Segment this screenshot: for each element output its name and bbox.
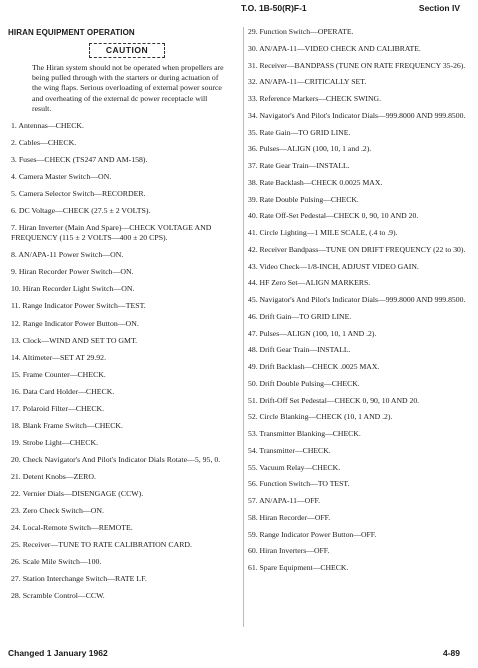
page-header: [0, 3, 478, 17]
checklist-left: [8, 121, 238, 601]
item-number: 20.: [11, 454, 21, 464]
checklist-right: [248, 27, 470, 573]
item-text: Station Interchange Switch—RATE LF.: [22, 574, 147, 584]
item-text: Drift Double Pulsing—CHECK.: [259, 378, 360, 388]
item-number: 8.: [11, 250, 17, 260]
item-number: 11.: [11, 301, 21, 311]
item-text: Drift Gain—TO GRID LINE.: [259, 311, 352, 321]
checklist-item: [8, 472, 238, 482]
item-number: 44.: [248, 278, 258, 288]
item-text: Rate Gear Train—INSTALL.: [259, 161, 350, 170]
checklist-item: [8, 172, 238, 182]
checklist-item: [8, 189, 238, 199]
checklist-item: [8, 353, 238, 363]
item-number: 9.: [11, 267, 17, 277]
item-text: Scale Mile Switch—100.: [22, 557, 102, 567]
page-footer: [0, 648, 478, 662]
item-text: Receiver Bandpass—TUNE ON DRIFT FREQUENCY (22 to 30).: [259, 244, 466, 254]
checklist-item: [248, 61, 470, 71]
item-number: 43.: [248, 261, 258, 271]
checklist-item: [8, 506, 238, 516]
checklist-item: [8, 267, 238, 277]
checklist-item: [248, 94, 470, 104]
item-text: HF Zero Set—ALIGN MARKERS.: [259, 278, 371, 288]
item-text: Receiver—BANDPASS (TUNE ON RATE FREQUENCY 35-26).: [259, 60, 466, 70]
item-text: AN/APA-11 Power Switch—ON.: [18, 250, 124, 260]
item-text: Vernier Dials—DISENGAGE (CCW).: [22, 489, 144, 498]
item-number: 2.: [11, 138, 17, 148]
checklist-item: [8, 421, 238, 431]
checklist-item: [8, 250, 238, 260]
item-number: 21.: [11, 471, 21, 481]
item-text: Scramble Control—CCW.: [22, 591, 105, 601]
checklist-item: [8, 574, 238, 584]
item-number: 35.: [248, 127, 258, 137]
item-text: Hiran Recorder Power Switch—ON.: [18, 267, 134, 277]
checklist-item: [248, 211, 470, 221]
checklist-item: [248, 144, 470, 154]
item-number: 17.: [11, 403, 21, 413]
item-text: Circle Blanking—CHECK (10, 1 AND .2).: [259, 412, 393, 422]
item-text: Rate Double Pulsing—CHECK.: [259, 194, 359, 204]
checklist-item: [248, 278, 470, 288]
item-number: 50.: [248, 378, 258, 388]
item-number: 51.: [248, 395, 258, 405]
checklist-item: [8, 591, 238, 601]
item-text: Range Indicator Power Button—OFF.: [259, 529, 377, 539]
change-date: Changed 1 January 1962: [8, 648, 108, 658]
checklist-item: [248, 396, 470, 406]
item-text: Pulses—ALIGN (100, 10, 1 and .2).: [259, 144, 372, 154]
item-number: 42.: [248, 244, 258, 254]
item-number: 36.: [248, 144, 258, 154]
checklist-item: [248, 379, 470, 389]
checklist-item: [248, 429, 470, 439]
item-text: Function Switch—OPERATE.: [259, 27, 354, 36]
checklist-item: [8, 540, 238, 550]
item-text: Hiran Recorder—OFF.: [259, 512, 331, 522]
checklist-item: [8, 121, 238, 131]
item-number: 41.: [248, 228, 258, 237]
item-number: 22.: [11, 489, 21, 498]
checklist-item: [248, 178, 470, 188]
checklist-item: [248, 44, 470, 54]
item-text: Spare Equipment—CHECK.: [259, 563, 349, 572]
checklist-item: [248, 312, 470, 322]
caution-text: The Hiran system should not be operated when propellers are being pulled through with the starters or during actuation of the wing flaps. Serious overloading of external power source and overheating of the external dc power receptacle will result.: [32, 63, 224, 113]
checklist-item: [8, 455, 238, 465]
checklist-item: [248, 563, 470, 573]
item-number: 29.: [248, 27, 258, 36]
item-text: Check Navigator's And Pilot's Indicator Dials Rotate—5, 95, 0.: [22, 454, 221, 464]
checklist-item: [8, 301, 238, 311]
checklist-item: [248, 496, 470, 506]
page-number: 4-89: [442, 648, 460, 658]
item-number: 28.: [11, 591, 21, 601]
item-number: 52.: [248, 412, 258, 422]
column-divider: [243, 27, 244, 627]
checklist-item: [248, 345, 470, 355]
item-text: Detent Knobs—ZERO.: [22, 471, 96, 481]
item-text: Rate Backlash—CHECK 0.0025 MAX.: [259, 177, 383, 187]
item-text: Transmitter Blanking—CHECK.: [259, 429, 361, 438]
item-number: 55.: [248, 462, 258, 472]
checklist-item: [248, 128, 470, 138]
item-text: Hiran Recorder Light Switch—ON.: [22, 284, 135, 294]
document-number: T.O. 1B-50(R)F-1: [241, 3, 307, 13]
item-number: 18.: [11, 420, 21, 430]
item-number: 33.: [248, 94, 258, 103]
item-text: Navigator's And Pilot's Indicator Dials—999.8000 AND 999.8500.: [259, 110, 466, 120]
item-number: 32.: [248, 77, 258, 87]
caution-label: CAUTION: [89, 43, 165, 58]
checklist-item: [8, 404, 238, 414]
checklist-item: [248, 111, 470, 121]
checklist-item: [8, 370, 238, 380]
item-number: 47.: [248, 328, 258, 338]
item-number: 30.: [248, 43, 258, 53]
item-number: 13.: [11, 335, 21, 345]
checklist-item: [248, 479, 470, 489]
item-number: 38.: [248, 177, 258, 187]
checklist-item: [248, 513, 470, 523]
checklist-item: [248, 446, 470, 456]
item-number: 24.: [11, 523, 21, 533]
checklist-item: [8, 155, 238, 165]
item-text: Cables—CHECK.: [18, 138, 77, 148]
item-number: 10.: [11, 284, 21, 294]
checklist-item: [248, 295, 470, 305]
item-text: Receiver—TUNE TO RATE CALIBRATION CARD.: [22, 540, 192, 550]
checklist-item: [248, 27, 470, 37]
item-number: 14.: [11, 352, 21, 362]
item-number: 31.: [248, 60, 258, 70]
item-text: Camera Master Switch—ON.: [18, 172, 112, 182]
checklist-item: [8, 319, 238, 329]
item-text: Fuses—CHECK (TS247 AND AM-158).: [18, 155, 148, 165]
checklist-item: [8, 387, 238, 397]
checklist-item: [8, 206, 238, 216]
item-number: 61.: [248, 563, 258, 572]
checklist-item: [8, 336, 238, 346]
item-number: 12.: [11, 318, 21, 328]
checklist-item: [248, 228, 470, 238]
item-text: Drift Backlash—CHECK .0025 MAX.: [259, 362, 380, 371]
item-number: 16.: [11, 386, 21, 396]
item-text: Polaroid Filter—CHECK.: [22, 403, 105, 413]
item-text: Navigator's And Pilot's Indicator Dials—999.8000 AND 999.8500.: [259, 295, 466, 304]
item-text: Local-Remote Switch—REMOTE.: [22, 523, 133, 533]
item-number: 60.: [248, 546, 258, 556]
item-text: Hiran Inverter (Main And Spare)—CHECK VOLTAGE AND FREQUENCY (115 ± 2 VOLTS—400 ± 20 CPS).: [11, 223, 212, 243]
item-text: Function Switch—TO TEST.: [259, 479, 350, 489]
item-text: Rate Off-Set Pedestal—CHECK 0, 90, 10 AND 20.: [259, 211, 419, 221]
item-text: AN/APA-11—CRITICALLY SET.: [259, 77, 367, 87]
item-text: Rate Gain—TO GRID LINE.: [259, 127, 351, 137]
item-text: Pulses—ALIGN (100, 10, 1 AND .2).: [259, 328, 377, 338]
item-text: Transmitter—CHECK.: [259, 445, 331, 455]
item-number: 1.: [11, 121, 17, 131]
checklist-item: [8, 438, 238, 448]
item-number: 25.: [11, 540, 21, 550]
checklist-item: [248, 161, 470, 171]
left-column: [8, 28, 238, 608]
item-number: 7.: [11, 223, 17, 233]
item-number: 34.: [248, 110, 258, 120]
item-number: 39.: [248, 194, 258, 204]
item-text: Camera Selector Switch—RECORDER.: [18, 189, 146, 199]
item-number: 27.: [11, 574, 21, 584]
item-number: 57.: [248, 496, 258, 505]
checklist-item: [248, 245, 470, 255]
item-number: 53.: [248, 429, 258, 438]
checklist-item: [248, 362, 470, 372]
item-text: Drift-Off Set Pedestal—CHECK 0, 90, 10 AND 20.: [259, 395, 420, 405]
checklist-item: [8, 489, 238, 499]
item-number: 58.: [248, 512, 258, 522]
checklist-item: [8, 138, 238, 148]
item-text: Hiran Inverters—OFF.: [259, 546, 330, 556]
item-number: 6.: [11, 206, 17, 216]
item-text: Antennas—CHECK.: [18, 121, 85, 131]
item-text: Vacuum Relay—CHECK.: [259, 462, 341, 472]
checklist-item: [8, 223, 238, 243]
item-text: Strobe Light—CHECK.: [22, 437, 99, 447]
item-text: AN/APA-11—OFF.: [259, 496, 321, 505]
checklist-item: [248, 546, 470, 556]
item-text: Reference Markers—CHECK SWING.: [259, 94, 381, 103]
item-number: 15.: [11, 369, 21, 379]
item-text: Drift Gear Train—INSTALL.: [259, 345, 351, 355]
item-number: 45.: [248, 295, 258, 304]
item-number: 40.: [248, 211, 258, 221]
section-label: Section IV: [418, 3, 460, 13]
item-number: 23.: [11, 506, 21, 516]
item-number: 56.: [248, 479, 258, 489]
item-number: 48.: [248, 345, 258, 355]
item-text: Data Card Holder—CHECK.: [22, 386, 115, 396]
item-text: Clock—WIND AND SET TO GMT.: [22, 335, 138, 345]
item-text: Circle Lighting—1 MILE SCALE, (.4 to .9).: [259, 228, 398, 237]
checklist-item: [248, 262, 470, 272]
item-text: Altimeter—SET AT 29.92.: [22, 352, 107, 362]
item-text: Frame Counter—CHECK.: [22, 369, 106, 379]
item-number: 19.: [11, 437, 21, 447]
section-title: HIRAN EQUIPMENT OPERATION: [8, 28, 135, 37]
item-number: 54.: [248, 445, 258, 455]
checklist-item: [8, 523, 238, 533]
checklist-item: [248, 329, 470, 339]
item-text: Zero Check Switch—ON.: [22, 506, 104, 516]
item-number: 49.: [248, 362, 258, 371]
checklist-item: [248, 195, 470, 205]
right-column: [248, 27, 470, 580]
item-number: 3.: [11, 155, 17, 165]
item-text: Range Indicator Power Button—ON.: [22, 318, 139, 328]
item-text: Video Check—1/8-INCH, ADJUST VIDEO GAIN.: [259, 261, 419, 271]
item-number: 37.: [248, 161, 258, 170]
checklist-item: [8, 557, 238, 567]
item-number: 26.: [11, 557, 21, 567]
checklist-item: [248, 412, 470, 422]
item-number: 59.: [248, 529, 258, 539]
item-number: 5.: [11, 189, 17, 199]
item-text: AN/APA-11—VIDEO CHECK AND CALIBRATE.: [259, 43, 421, 53]
checklist-item: [248, 463, 470, 473]
checklist-item: [248, 77, 470, 87]
item-text: Range Indicator Power Switch—TEST.: [22, 301, 146, 311]
item-number: 4.: [11, 172, 17, 182]
checklist-item: [248, 530, 470, 540]
item-text: DC Voltage—CHECK (27.5 ± 2 VOLTS).: [18, 206, 151, 216]
checklist-item: [8, 284, 238, 294]
item-text: Blank Frame Switch—CHECK.: [22, 420, 123, 430]
item-number: 46.: [248, 311, 258, 321]
